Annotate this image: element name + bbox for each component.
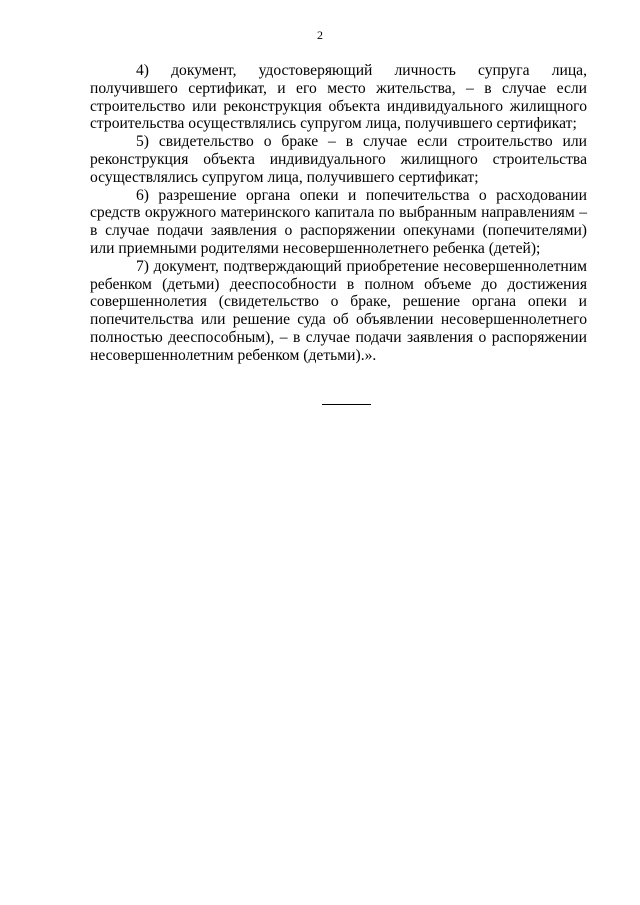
paragraph-item-4: 4) документ, удостоверяющий личность супруга лица, получившего сертификат, и его место жительства, – в случае если строительство или реконструкция объекта индивидуального жилищного строительства осуществлялись супругом лица, получившего сертификат; [90, 62, 587, 133]
paragraph-item-7: 7) документ, подтверждающий приобретение несовершеннолетним ребенком (детьми) дееспособности в полном объеме до достижения совершеннолетия (свидетельство о браке, решение органа опеки и попечительства или решение суда об объявлении несовершеннолетнего полностью дееспособным), – в случае подачи заявления о распоряжении несовершеннолетним ребенком (детьми).». [90, 257, 587, 364]
paragraph-item-5: 5) свидетельство о браке – в случае если строительство или реконструкция объекта индивидуального жилищного строительства осуществлялись супругом лица, получившего сертификат; [90, 133, 587, 186]
end-divider [322, 404, 371, 405]
document-body [90, 62, 587, 365]
page-number: 2 [317, 28, 323, 42]
paragraph-item-6: 6) разрешение органа опеки и попечительства о расходовании средств окружного материнского капитала по выбранным направлениям – в случае подачи заявления о распоряжении опекунами (попечителями) или приемными родителями несовершеннолетнего ребенка (детей); [90, 186, 587, 257]
